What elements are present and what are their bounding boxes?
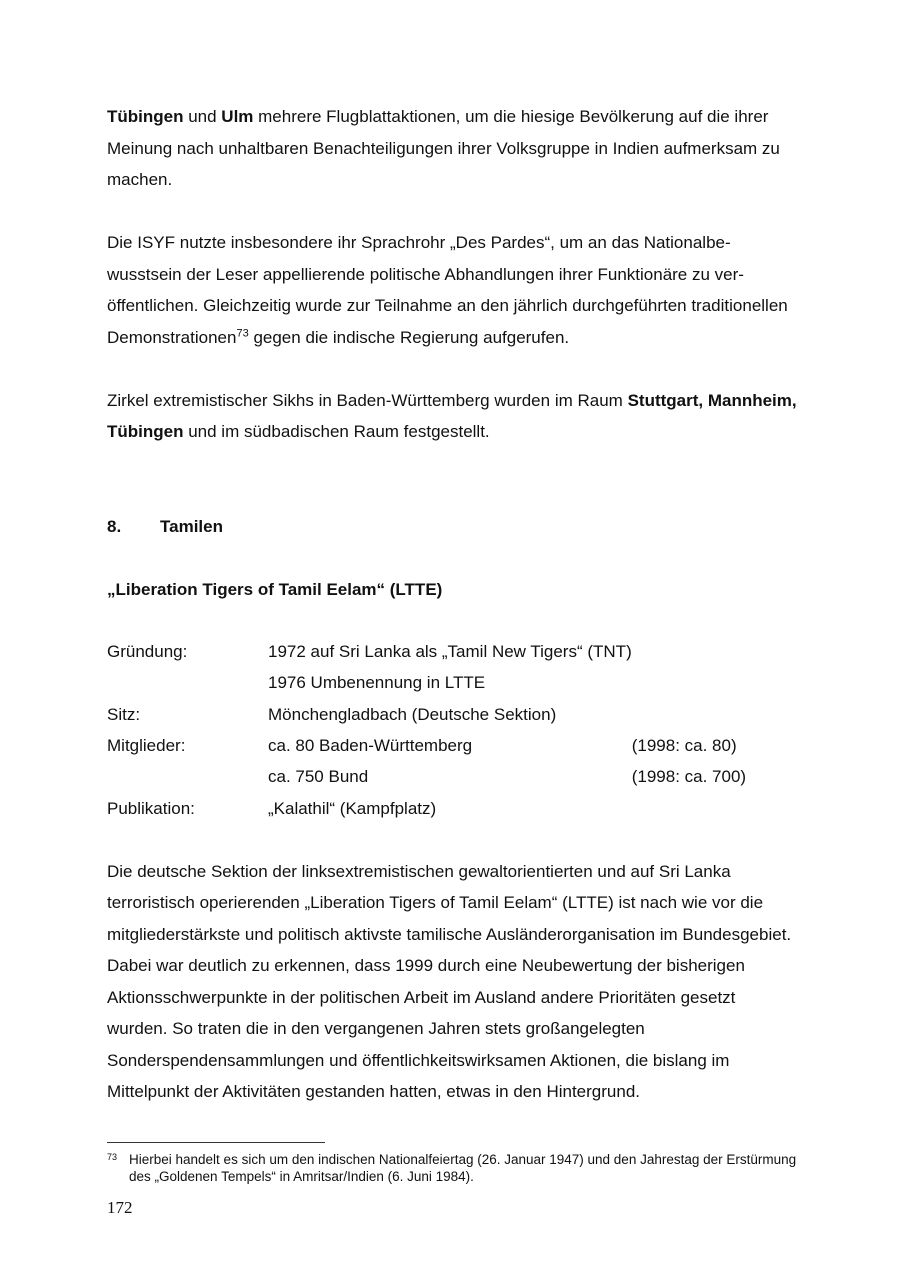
fact-extra: [632, 637, 746, 668]
fact-label: Sitz:: [107, 704, 141, 724]
section-number: 8.: [107, 516, 122, 536]
footnote-divider: [107, 1142, 325, 1143]
city-tuebingen: Tübingen: [107, 107, 184, 126]
fact-label: Mitglieder:: [107, 736, 186, 756]
fact-value: 1976 Umbenennung in LTTE: [268, 673, 486, 693]
fact-label: Gründung:: [107, 642, 188, 662]
footnote-text: Hierbei handelt es sich um den indischen Nationalfeiertag (26. Januar 1947) und den Jahrestag der Erstürmung des „Goldenen Tempels“ in Amritsar/Indien (6. Juni 1984).: [129, 1152, 797, 1184]
paragraph-isyf: [107, 227, 797, 353]
fact-label: Publikation:: [107, 798, 195, 818]
facts-table: [107, 637, 746, 825]
city-ulm: Ulm: [221, 107, 254, 126]
facts-row: [107, 668, 746, 699]
fact-value: ca. 80 Baden-Württemberg: [268, 736, 473, 756]
text-run: mehrere Flugblattaktionen, um die hiesige Bevölkerung auf die ihrer Meinung nach unhaltbaren Benachteiligungen ihrer Volksgruppe in Indien aufmerksam zu machen.: [107, 107, 780, 189]
paragraph-sikhs: [107, 385, 797, 448]
facts-row: [107, 730, 746, 761]
text-run: Die ISYF nutzte insbesondere ihr Sprachrohr „Des Pardes“, um an das Nationalbewusstsein der Leser appellierende politische Abhandlungen ihrer Funktionäre zu veröffentlichen. Gleichzeitig wurde zur Teilnahme an den jährlich durchgeführten traditionellen Demonstrationen: [107, 233, 788, 347]
facts-row: [107, 793, 746, 824]
bold-cities: Stuttgart, Mannheim, Tübingen: [107, 390, 797, 441]
text-run: und im südbadischen Raum festgestellt.: [183, 422, 490, 441]
text-run: Zirkel extremistischer Sikhs in Baden-Württemberg wurden im Raum: [107, 390, 628, 410]
text-run: gegen die indische Regierung aufgerufen.: [248, 327, 570, 347]
section-title: Tamilen: [160, 516, 223, 536]
page-body: [107, 101, 797, 1108]
section-heading: [107, 511, 797, 543]
fact-value: 1972 auf Sri Lanka als „Tamil New Tigers“ (TNT): [268, 642, 632, 662]
paragraph-flugblatt: [107, 101, 797, 196]
fact-extra: [632, 699, 746, 730]
fact-extra: [632, 668, 746, 699]
footnote-ref[interactable]: 73: [236, 326, 249, 339]
facts-row: [107, 762, 746, 793]
fact-value: Mönchengladbach (Deutsche Sektion): [268, 704, 557, 724]
fact-label: [107, 668, 268, 699]
footnote-number: 73: [107, 1152, 118, 1162]
fact-value: „Kalathil“ (Kampfplatz): [268, 798, 437, 818]
fact-extra: [632, 793, 746, 824]
facts-row: [107, 637, 746, 668]
organization-heading: „Liberation Tigers of Tamil Eelam“ (LTTE): [107, 579, 443, 599]
text-run: und: [183, 107, 222, 126]
page-number: 172: [107, 1198, 133, 1217]
fact-extra: (1998: ca. 700): [631, 767, 747, 787]
fact-extra: (1998: ca. 80): [631, 736, 737, 756]
fact-value: ca. 750 Bund: [268, 767, 369, 787]
footnote: [107, 1151, 807, 1185]
facts-row: [107, 699, 746, 730]
paragraph-ltte: Die deutsche Sektion der linksextremistischen gewaltorientierten und auf Sri Lanka terroristisch operierenden „Liberation Tigers of Tamil Eelam“ (LTTE) ist nach wie vor die mitgliederstärkste und politisch aktivste tamilische Ausländerorganisation im Bundesgebiet. Dabei war deutlich zu erkennen, dass 1999 durch eine Neubewertung der bisherigen Aktionsschwerpunkte in der politischen Arbeit im Ausland andere Prioritäten gesetzt wurden. So traten die in den vergangenen Jahren stets großangelegten Sonderspendensammlungen und öffentlichkeitswirksamen Aktionen, die bislang im Mittelpunkt der Aktivitäten gestanden hatten, etwas in den Hintergrund.: [107, 861, 792, 1102]
fact-label: [107, 762, 268, 793]
